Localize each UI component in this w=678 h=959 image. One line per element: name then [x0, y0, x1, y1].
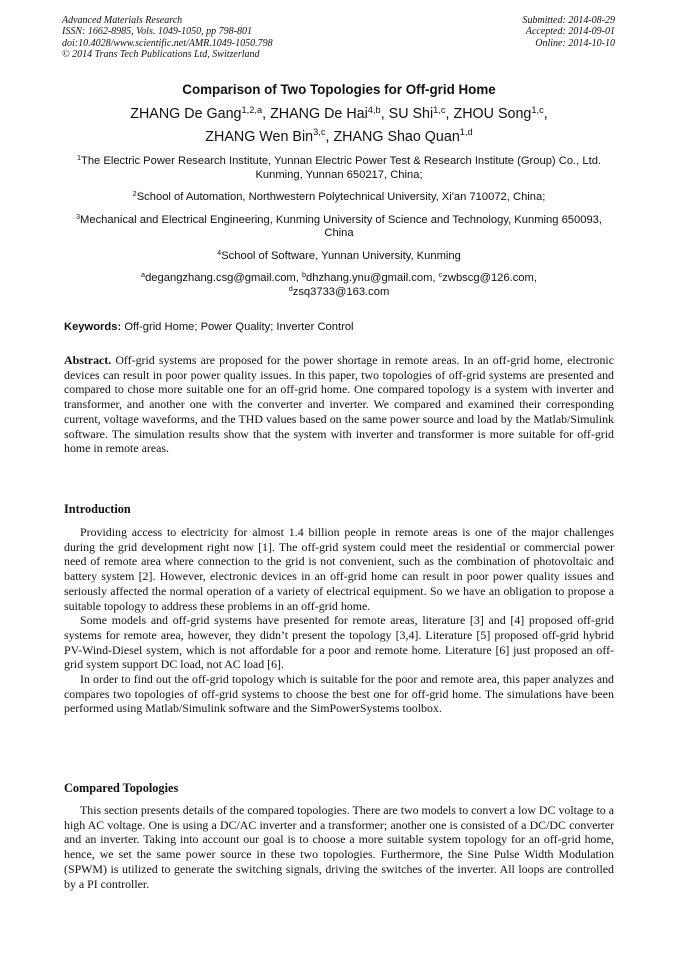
paragraph: This section presents details of the compared topologies. There are two models to convert a low DC voltage to a high AC voltage. One is using a DC/AC inverter and a transformer; another one is consisted of a DC/DC converter and an inverter. Taking into account our goal is to choose a more suitable system topology for an off-grid home, hence, we set the same power source in these two topologies. Furthermore, the Sine Pulse Width Modulation (SPWM) is utilized to generate the switching signals, driving the switches of the inverter. All loops are controlled by a PI controller.: [64, 803, 614, 891]
doi-line: doi:10.4028/www.scientific.net/AMR.1049-1050.798: [62, 37, 273, 49]
abstract-label: Abstract.: [64, 353, 112, 367]
paragraph: Some models and off-grid systems have presented for remote areas, literature [3] and [4] proposed off-grid systems for remote area, however, they didn’t present the topology [3,4]. Literature [5] proposed off-grid hybrid PV-Wind-Diesel system, which is not affordable for a poor and remote home. Literature [6] just proposed an off-grid system support DC load, not AC load [6].: [64, 613, 614, 672]
author-separator: ,: [380, 106, 389, 122]
email-separator: ,: [432, 272, 439, 285]
author-separator: ,: [445, 106, 454, 122]
email-marker: a: [141, 270, 146, 280]
email-separator: ,: [533, 272, 537, 285]
abstract: [64, 353, 614, 456]
author: [454, 106, 548, 122]
affiliation-text: Mechanical and Electrical Engineering, Kunming University of Science and Technology, Kunming 650093, China: [80, 213, 603, 240]
affiliation-list: [62, 155, 616, 308]
email-marker: b: [301, 270, 307, 280]
email-link[interactable]: zsq3733@163.com: [292, 285, 390, 298]
online-date: Online: 2014-10-10: [535, 37, 615, 49]
accepted-date: Accepted: 2014-09-01: [525, 26, 615, 38]
introduction-body: [64, 525, 614, 716]
keywords-text: Off-grid Home; Power Quality; Inverter Control: [124, 321, 354, 333]
author: [333, 129, 472, 145]
author-separator: ,: [325, 128, 334, 145]
author-affiliation-marker: 1,c: [531, 104, 544, 115]
author-affiliation-marker: 4,b: [367, 104, 381, 115]
paragraph: In order to find out the off-grid topology which is suitable for the poor and remote area, this paper analyzes and compares two topologies of off-grid systems to choose the best one for off-grid home. The simulations have been performed using Matlab/Simulink software and the SimPowerSystems toolbox.: [64, 672, 614, 716]
affiliation-text: School of Software, Yunnan University, Kunming: [221, 249, 461, 262]
author: [270, 106, 389, 122]
email-marker: d: [288, 283, 293, 293]
author-separator: ,: [543, 106, 548, 122]
author-name: ZHANG De Gang: [130, 106, 242, 122]
author-name: ZHANG De Hai: [270, 106, 368, 122]
affiliation: [62, 247, 616, 264]
affiliation-text: The Electric Power Research Institute, Yunnan Electric Power Test & Research Institute (Group) Co., Ltd. Kunming, Yunnan 650217, China;: [81, 155, 602, 181]
author-list: [60, 103, 618, 148]
paper-title: Comparison of Two Topologies for Off-grid Home: [182, 82, 496, 97]
email-separator: ,: [295, 272, 302, 285]
affiliation-text: School of Automation, Northwestern Polytechnical University, Xi'an 710072, China;: [136, 191, 546, 204]
affiliation-number: 2: [132, 189, 137, 199]
author-name: ZHOU Song: [453, 106, 532, 122]
issn-line: ISSN: 1662-8985, Vols. 1049-1050, pp 798-801: [62, 26, 252, 38]
publication-dates: [523, 15, 616, 49]
submitted-date: Submitted: 2014-08-29: [522, 15, 615, 26]
author: [130, 106, 270, 122]
author: [205, 129, 333, 145]
affiliation: [62, 155, 616, 183]
affiliation-number: 4: [217, 247, 222, 257]
email-link[interactable]: dhzhang.ynu@gmail.com: [306, 272, 433, 285]
email-link[interactable]: degangzhang.csg@gmail.com: [145, 272, 296, 285]
author-separator: ,: [262, 106, 271, 122]
email-link[interactable]: zwbscg@126.com: [442, 272, 534, 285]
copyright-line: © 2014 Trans Tech Publications Ltd, Switzerland: [62, 49, 260, 61]
compared-topologies-body: [64, 803, 614, 891]
section-heading-compared-topologies: Compared Topologies: [64, 781, 179, 795]
paragraph: Providing access to electricity for almost 1.4 billion people in remote areas is one of the major challenges during the grid development right now [1]. The off-grid system could meet the residential or commercial power need of remote area where connection to the grid is not convenient, such as the combination of photovoltaic and battery system [2]. However, electronic devices in an off-grid home can result in poor power quality issues and seriously affected the normal operation of a variety of electrical equipment. So we have an obligation to propose a suitable topology to address these problems in an off-grid home.: [64, 525, 614, 613]
author-affiliation-marker: 1,d: [459, 127, 473, 138]
author-affiliation-marker: 3,c: [313, 127, 326, 138]
author: [389, 106, 454, 122]
email-list: [62, 272, 616, 300]
affiliation-number: 3: [75, 211, 81, 221]
author-name: ZHANG Wen Bin: [205, 128, 314, 145]
section-heading-introduction: Introduction: [64, 502, 131, 516]
journal-name: Advanced Materials Research: [62, 15, 183, 26]
keywords-label: Keywords:: [64, 321, 122, 333]
author-affiliation-marker: 1,2,a: [241, 104, 263, 115]
author-affiliation-marker: 1,c: [433, 104, 446, 115]
journal-info: [62, 15, 273, 61]
affiliation: [62, 191, 616, 205]
email-marker: c: [438, 270, 443, 280]
affiliation: [62, 211, 616, 242]
affiliation-number: 1: [76, 153, 81, 162]
keywords: [64, 320, 354, 334]
abstract-text: Off-grid systems are proposed for the power shortage in remote areas. In an off-grid home, electronic devices can result in poor power quality issues. In this paper, two topologies of off-grid systems are presented and compared to chose more suitable one for an off-grid home. One compared topology is a system with inverter and transformer, and another one with the converter and inverter. We compared and examined their corresponding current, voltage waveforms, and the THD values based on the same power source and load by the Matlab/Simulink software. The simulation results show that the system with inverter and transformer is more suitable for off-grid home in remote areas.: [64, 353, 614, 456]
author-name: ZHANG Shao Quan: [333, 128, 460, 145]
author-name: SU Shi: [388, 106, 434, 122]
